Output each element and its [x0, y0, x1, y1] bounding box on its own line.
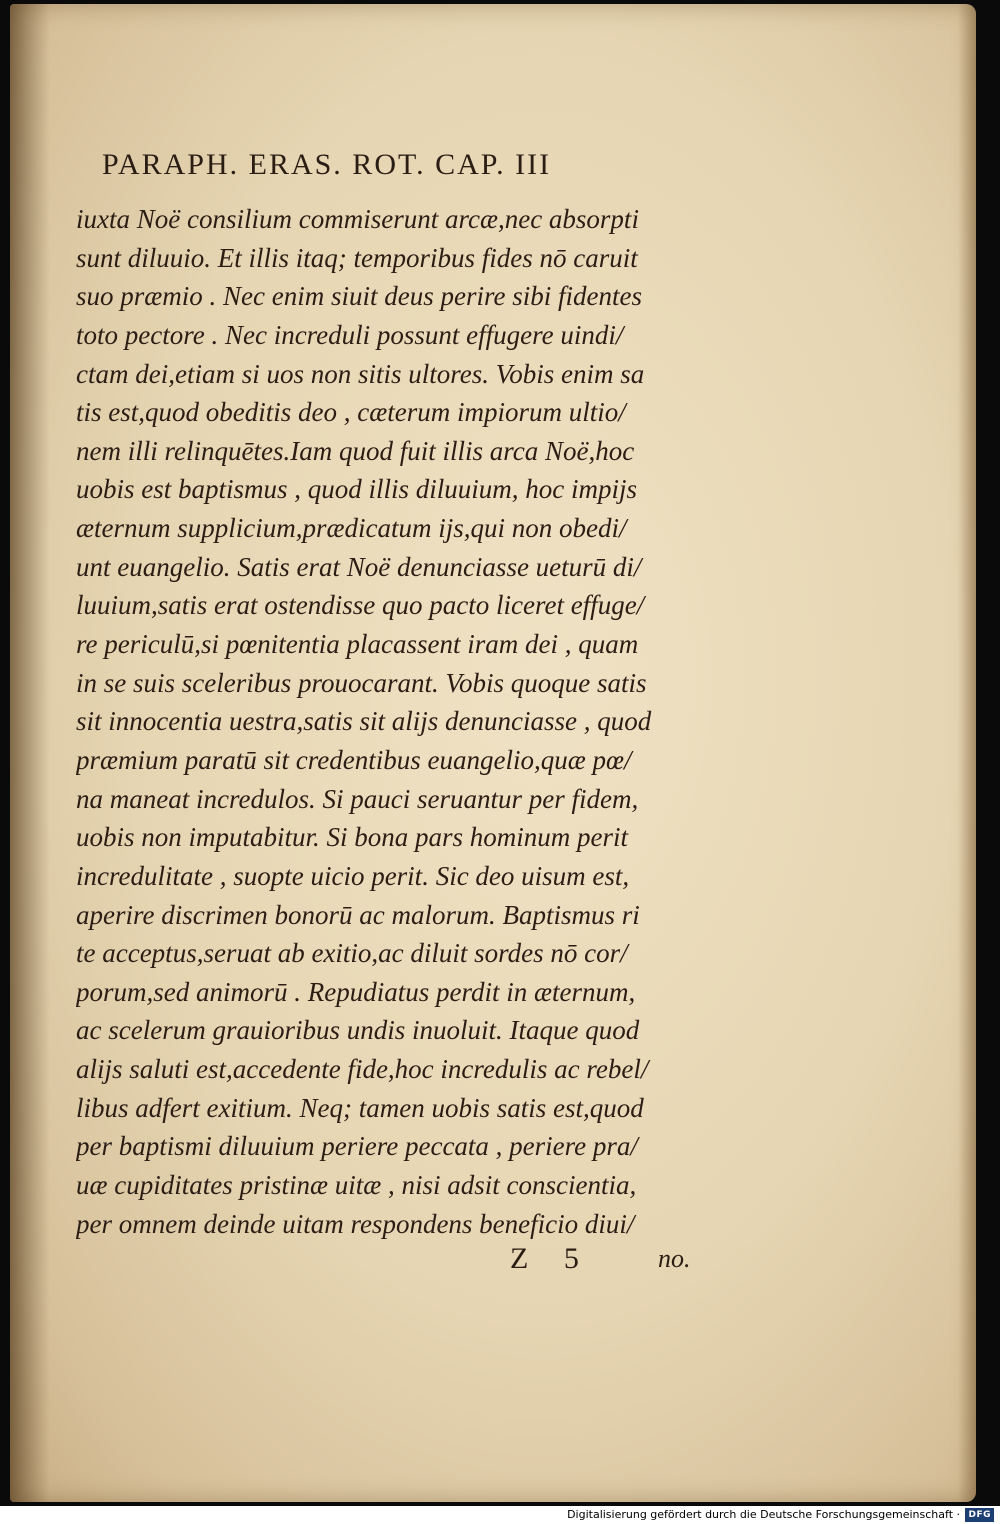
- text-line: suo præmio . Nec enim siuit deus perire sibi fidentes: [76, 281, 642, 312]
- text-line: uobis est baptismus , quod illis diluuium, hoc impijs: [76, 474, 638, 505]
- text-line: iuxta Noë consilium commiserunt arcæ,nec absorpti: [76, 204, 639, 234]
- text-line: uæ cupiditates pristinæ uitæ , nisi adsit conscientia,: [76, 1170, 637, 1201]
- text-line: te acceptus,seruat ab exitio,ac diluit sordes nō cor/: [76, 938, 628, 969]
- text-line: sunt diluuio. Et illis itaq; temporibus fides nō caruit: [76, 242, 638, 273]
- text-line: in se suis sceleribus prouocarant. Vobis quoque satis: [76, 667, 647, 698]
- text-line: aperire discrimen bonorū ac malorum. Baptismus ri: [76, 899, 640, 930]
- text-line: nem illi relinquētes.Iam quod fuit illis arca Noë,hoc: [76, 435, 635, 466]
- text-line: luuium,satis erat ostendisse quo pacto liceret effuge/: [76, 590, 645, 621]
- text-line: tis est,quod obeditis deo , cæterum impiorum ultio/: [76, 397, 626, 428]
- text-line: per omnem deinde uitam respondens beneficio diui/: [76, 1208, 635, 1239]
- text-line: per baptismi diluuium periere peccata , periere pra/: [76, 1131, 638, 1162]
- text-line: sit innocentia uestra,satis sit alijs denunciasse , quod: [76, 706, 652, 737]
- text-line: incredulitate , suopte uicio perit. Sic deo uisum est,: [76, 860, 630, 891]
- funding-credit: Digitalisierung gefördert durch die Deutsche Forschungsgemeinschaft ·: [567, 1508, 960, 1521]
- dfg-logo: DFG: [965, 1508, 994, 1522]
- text-line: libus adfert exitium. Neq; tamen uobis satis est,quod: [76, 1092, 644, 1123]
- text-block: [76, 200, 736, 1243]
- text-line: porum,sed animorū . Repudiatus perdit in æternum,: [76, 976, 636, 1007]
- text-line: uobis non imputabitur. Si bona pars hominum perit: [76, 822, 629, 853]
- footer-bar: [0, 1506, 1000, 1524]
- text-line: toto pectore . Nec increduli possunt effugere uindi/: [76, 319, 624, 350]
- text-line: æternum supplicium,prædicatum ijs,qui non obedi/: [76, 513, 627, 544]
- text-line: unt euangelio. Satis erat Noë denunciasse ueturū di/: [76, 551, 642, 582]
- catchword: no.: [658, 1244, 691, 1273]
- running-head: PARAPH. ERAS. ROT. CAP. III: [102, 148, 552, 181]
- book-page: [10, 4, 976, 1502]
- text-line: re periculū,si pœnitentia placassent iram dei , quam: [76, 629, 639, 660]
- text-line: præmium paratū sit credentibus euangelio,quæ pœ/: [76, 744, 632, 775]
- text-line: ac scelerum grauioribus undis inuoluit. Itaque quod: [76, 1015, 640, 1046]
- text-line: na maneat incredulos. Si pauci seruantur per fidem,: [76, 783, 639, 814]
- signature-mark: Z 5: [510, 1242, 593, 1275]
- text-line: alijs saluti est,accedente fide,hoc incredulis ac rebel/: [76, 1054, 649, 1085]
- text-line: ctam dei,etiam si uos non sitis ultores. Vobis enim sa: [76, 358, 645, 389]
